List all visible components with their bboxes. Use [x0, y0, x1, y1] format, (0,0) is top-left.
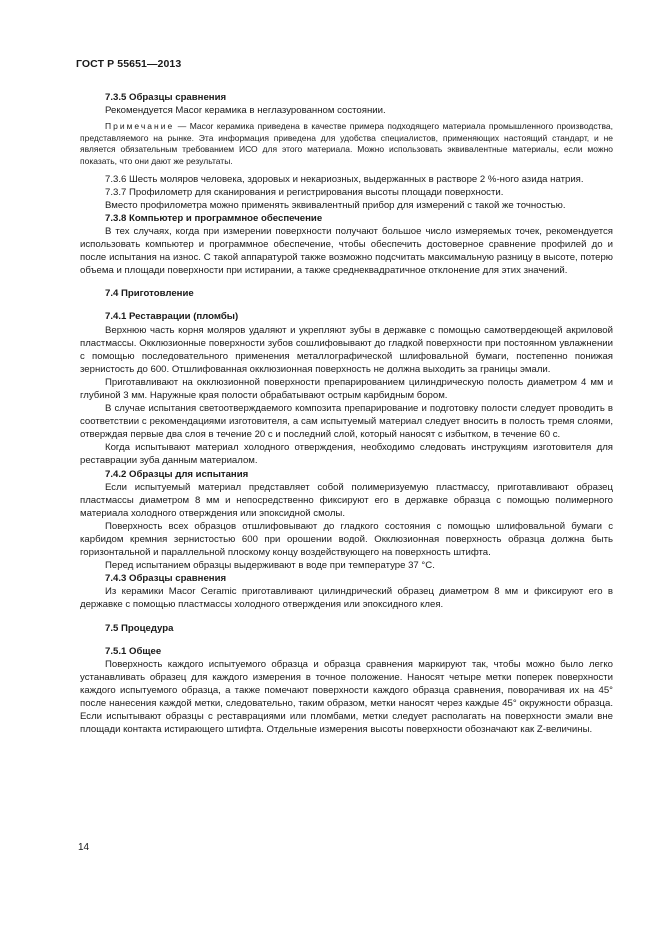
page-number: 14 — [78, 842, 90, 853]
note-label: Примечание — [105, 121, 175, 132]
note-text: — Macor керамика приведена в качестве примера подходящего материала промышленного производства, представляемого на рынке. Эта информация приведена для удобства специалистов, применяющих настоящий стандарт, и не является обязательным требованием ИСО для этого материала. Можно использовать эквивалентные материалы, если можно показать, что они дают же результаты. — [80, 121, 613, 166]
section-heading: 7.3.5 Образцы сравнения — [105, 92, 227, 103]
paragraph: 7.3.7 Профилометр для сканирования и регистрирования высоты площади поверхности. — [105, 186, 504, 198]
paragraph: Из керамики Macor Ceramic приготавливают цилиндрический образец диаметром 8 мм и фиксируют его в державке с помощью пластмассы холодного отверждения или эпоксидного клея. — [80, 586, 613, 611]
section-heading: 7.3.8 Компьютер и программное обеспечение — [105, 212, 323, 224]
section-heading: 7.5.1 Общее — [105, 645, 162, 657]
paragraph: В тех случаях, когда при измерении поверхности получают большое число измеряемых точек, рекомендуется использовать компьютер и программное обеспечение, чтобы обеспечить достоверное сравнение профилей до и после испытания на износ. С такой аппаратурой также возможно подсчитать максимальную разницу в высоте, потерю объема и площади поверхности при истирании, а также среднеквадратичное отклонение для этих значений. — [80, 225, 613, 277]
paragraph: Если испытуемый материал представляет собой полимеризуемую пластмассу, приготавливают образец пластмассы диаметром 8 мм и непосредственно фиксируют его в державке образца с помощью полимерного материала холодного отверждения или эпоксидной смолы. — [80, 481, 613, 519]
section-heading: 7.4 Приготовление — [105, 288, 194, 300]
section-heading: 7.4.1 Реставрации (пломбы) — [105, 311, 239, 323]
paragraph: В случае испытания светоотверждаемого композита препарирование и подготовку полости следует проводить в соответствии с рекомендациями изготовителя, а сам испытуемый материал следует вносить в полость тремя слоями, отверждая первые два слоя в течение 20 с и последний слой, который наносят с избытком, в течение 60 с. — [80, 403, 613, 441]
standard-header: ГОСТ Р 55651—2013 — [76, 58, 182, 70]
paragraph: Рекомендуется Macor керамика в неглазурованном состоянии. — [105, 105, 386, 117]
paragraph: Поверхность каждого испытуемого образца и образца сравнения маркируют так, чтобы можно было легко устанавливать образец для каждого измерения в точное положение. Наносят четыре метки поперек поверхности каждого испытуемого образца, а также помечают поверхности каждого образца сравнения, поворачивая их на 45° после нанесения каждой метки, следовательно, таким образом, метки наносят через каждые 45° окружности образца. Если испытывают образцы с реставрациями или пломбами, метки следует располагать на поверхности эмали вне площади контакта истирающего штифта. Отдельные измерения высоты поверхности обозначают как Z-величины. — [80, 658, 613, 736]
paragraph: Приготавливают на окклюзионной поверхности препарированием цилиндрическую полость диаметром 4 мм и глубиной 3 мм. Наружные края полости обрабатывают острым карбидным бором. — [80, 376, 613, 401]
document-body — [80, 91, 613, 736]
section-heading: 7.4.2 Образцы для испытания — [105, 468, 249, 480]
paragraph: Когда испытывают материал холодного отверждения, необходимо следовать инструкциям изготовителя для реставрации зуба данным материалом. — [80, 442, 613, 467]
paragraph: 7.3.6 Шесть моляров человека, здоровых и некариозных, выдержанных в растворе 2 %-ного азида натрия. — [105, 173, 584, 185]
paragraph: Поверхность всех образцов отшлифовывают до гладкого состояния с помощью шлифовальной бумаги с карбидом кремния зернистостью 600 при орошении водой. Окклюзионная поверхность образца должна быть горизонтальной и параллельной плоскому концу воздействующего на поверхность штифта. — [80, 520, 613, 559]
paragraph: Верхнюю часть корня моляров удаляют и укрепляют зубы в державке с помощью самотвердеющей акриловой пластмассы. Окклюзионные поверхности зубов сошлифовывают до гладкой поверхности при постоянном увлажнении с помощью последовательного применения металлографической шлифовальной бумаги, постепенно понижая зернистость до 600. Отшлифованная окклюзионная поверхность не должна выходить за границы эмали. — [80, 324, 613, 375]
section-heading: 7.5 Процедура — [105, 622, 174, 634]
paragraph: Вместо профилометра можно применять эквивалентный прибор для измерений с такой же точностью. — [105, 199, 566, 211]
note — [80, 121, 613, 167]
paragraph: Перед испытанием образцы выдерживают в воде при температуре 37 °С. — [105, 560, 435, 572]
section-heading: 7.4.3 Образцы сравнения — [105, 573, 227, 585]
